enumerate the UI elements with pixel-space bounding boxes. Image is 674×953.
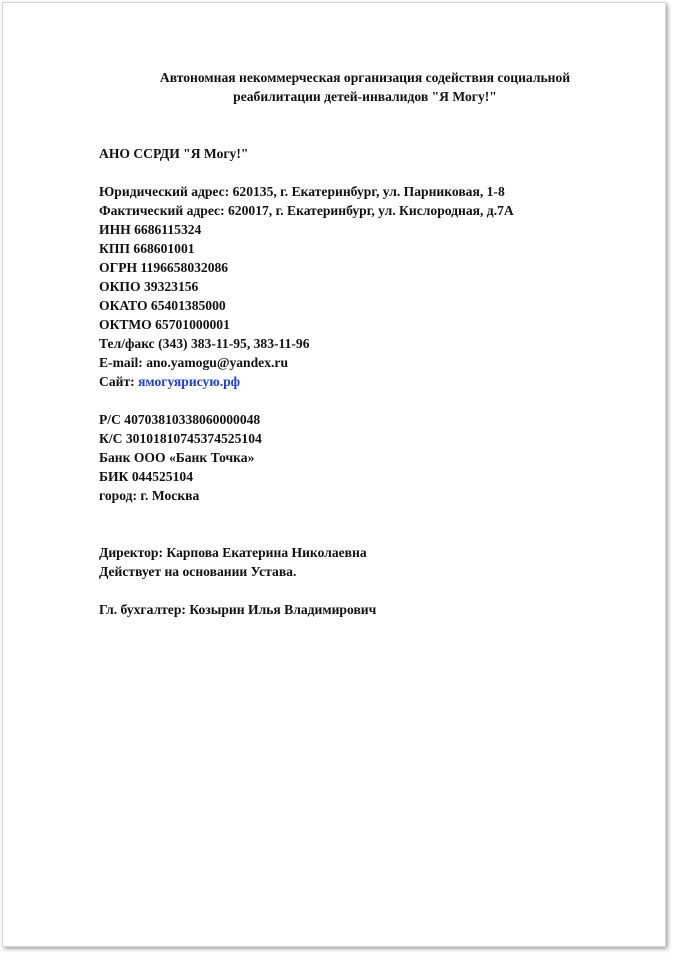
- okato: ОКАТО 65401385000: [99, 298, 226, 313]
- city: город: г. Москва: [99, 488, 200, 503]
- oktmo: ОКТМО 65701000001: [99, 317, 230, 332]
- accountant: Гл. бухгалтер: Козырин Илья Владимирович: [99, 602, 377, 617]
- legal-address: Юридический адрес: 620135, г. Екатеринбург, ул. Парниковая, 1-8: [99, 184, 505, 199]
- title-line-2: реабилитации детей-инвалидов "Я Могу!": [233, 89, 497, 104]
- director: Директор: Карпова Екатерина Николаевна: [99, 545, 367, 560]
- account: Р/С 40703810338060000048: [99, 412, 261, 427]
- site-label: Сайт:: [99, 374, 139, 389]
- bank: Банк ООО «Банк Точка»: [99, 450, 255, 465]
- site-row: [99, 372, 619, 391]
- phone-fax: Тел/факс (343) 383-11-95, 383-11-96: [99, 336, 310, 351]
- document-content: [99, 68, 619, 619]
- basis: Действует на основании Устава.: [99, 564, 297, 579]
- actual-address: Фактический адрес: 620017, г. Екатеринбург, ул. Кислородная, д.7А: [99, 203, 514, 218]
- ogrn: ОГРН 1196658032086: [99, 260, 229, 275]
- corr-account: К/С 30101810745374525104: [99, 431, 262, 446]
- email: E-mail: ano.yamogu@yandex.ru: [99, 355, 288, 370]
- title-line-1: Автономная некоммерческая организация содействия социальной: [159, 70, 571, 85]
- document-page: [2, 2, 666, 947]
- short-name: АНО ССРДИ "Я Могу!": [99, 146, 249, 161]
- inn: ИНН 6686115324: [99, 222, 202, 237]
- kpp: КПП 668601001: [99, 241, 195, 256]
- okpo: ОКПО 39323156: [99, 279, 199, 294]
- bik: БИК 044525104: [99, 469, 193, 484]
- document-title: [99, 68, 631, 106]
- site-link[interactable]: ямогуярисую.рф: [138, 374, 241, 389]
